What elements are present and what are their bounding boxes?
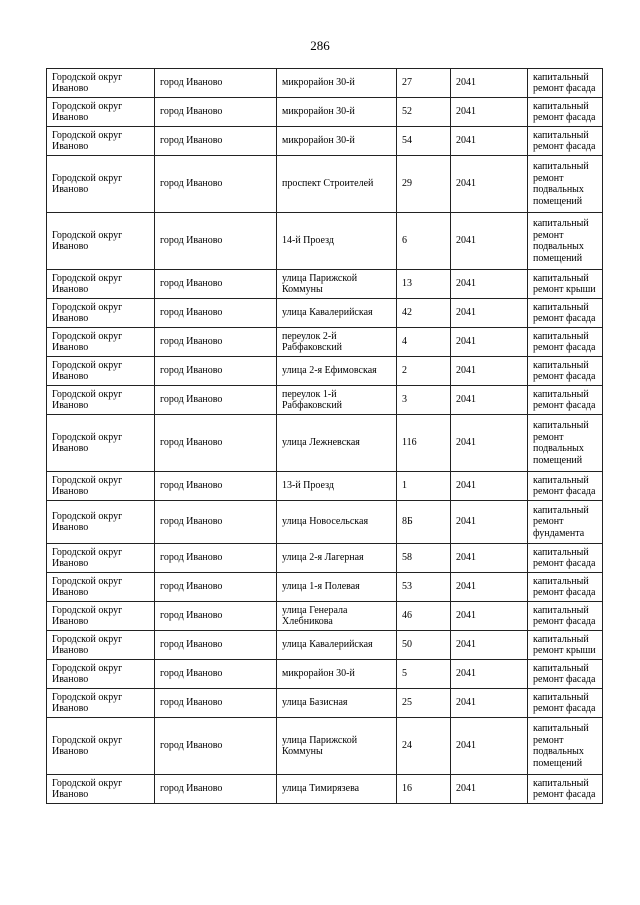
cell-locality: город Иваново <box>155 386 277 415</box>
cell-street: улица Тимирязева <box>277 775 397 804</box>
cell-house-number: 116 <box>397 415 451 472</box>
cell-work-type: капитальный ремонт фасада <box>528 602 603 631</box>
cell-locality: город Иваново <box>155 156 277 213</box>
cell-year: 2041 <box>451 213 528 270</box>
cell-locality: город Иваново <box>155 328 277 357</box>
cell-municipality: Городской округ Иваново <box>47 660 155 689</box>
cell-house-number: 1 <box>397 472 451 501</box>
cell-house-number: 8Б <box>397 501 451 544</box>
cell-municipality: Городской округ Иваново <box>47 127 155 156</box>
cell-municipality: Городской округ Иваново <box>47 299 155 328</box>
cell-year: 2041 <box>451 299 528 328</box>
cell-work-type: капитальный ремонт подвальных помещений <box>528 156 603 213</box>
cell-house-number: 6 <box>397 213 451 270</box>
cell-street: улица Парижской Коммуны <box>277 270 397 299</box>
cell-street: улица Лежневская <box>277 415 397 472</box>
table-row <box>47 98 603 127</box>
table-row <box>47 718 603 775</box>
cell-house-number: 4 <box>397 328 451 357</box>
cell-year: 2041 <box>451 357 528 386</box>
cell-work-type: капитальный ремонт фасада <box>528 775 603 804</box>
cell-street: улица 1-я Полевая <box>277 573 397 602</box>
cell-work-type: капитальный ремонт фасада <box>528 386 603 415</box>
cell-work-type: капитальный ремонт фасада <box>528 357 603 386</box>
table-row <box>47 156 603 213</box>
cell-house-number: 46 <box>397 602 451 631</box>
cell-work-type: капитальный ремонт крыши <box>528 270 603 299</box>
cell-year: 2041 <box>451 415 528 472</box>
cell-municipality: Городской округ Иваново <box>47 775 155 804</box>
table-row <box>47 270 603 299</box>
cell-year: 2041 <box>451 127 528 156</box>
cell-municipality: Городской округ Иваново <box>47 357 155 386</box>
cell-locality: город Иваново <box>155 299 277 328</box>
table-row <box>47 602 603 631</box>
table-row <box>47 660 603 689</box>
cell-municipality: Городской округ Иваново <box>47 544 155 573</box>
cell-street: микрорайон 30-й <box>277 98 397 127</box>
cell-municipality: Городской округ Иваново <box>47 98 155 127</box>
table-row <box>47 299 603 328</box>
cell-house-number: 54 <box>397 127 451 156</box>
cell-work-type: капитальный ремонт фасада <box>528 573 603 602</box>
cell-street: улица Кавалерийская <box>277 299 397 328</box>
cell-locality: город Иваново <box>155 544 277 573</box>
cell-locality: город Иваново <box>155 775 277 804</box>
table-row <box>47 573 603 602</box>
table-row <box>47 689 603 718</box>
cell-house-number: 53 <box>397 573 451 602</box>
cell-locality: город Иваново <box>155 98 277 127</box>
cell-street: улица 2-я Лагерная <box>277 544 397 573</box>
cell-street: переулок 1-й Рабфаковский <box>277 386 397 415</box>
cell-street: улица Кавалерийская <box>277 631 397 660</box>
cell-municipality: Городской округ Иваново <box>47 213 155 270</box>
cell-work-type: капитальный ремонт фасада <box>528 127 603 156</box>
cell-municipality: Городской округ Иваново <box>47 386 155 415</box>
cell-house-number: 25 <box>397 689 451 718</box>
cell-house-number: 5 <box>397 660 451 689</box>
cell-year: 2041 <box>451 501 528 544</box>
cell-locality: город Иваново <box>155 689 277 718</box>
cell-work-type: капитальный ремонт фасада <box>528 328 603 357</box>
cell-year: 2041 <box>451 573 528 602</box>
cell-house-number: 29 <box>397 156 451 213</box>
cell-street: 14-й Проезд <box>277 213 397 270</box>
cell-locality: город Иваново <box>155 69 277 98</box>
cell-street: 13-й Проезд <box>277 472 397 501</box>
table-row <box>47 69 603 98</box>
cell-municipality: Городской округ Иваново <box>47 270 155 299</box>
cell-year: 2041 <box>451 98 528 127</box>
cell-municipality: Городской округ Иваново <box>47 69 155 98</box>
cell-municipality: Городской округ Иваново <box>47 718 155 775</box>
cell-street: переулок 2-й Рабфаковский <box>277 328 397 357</box>
cell-municipality: Городской округ Иваново <box>47 501 155 544</box>
table-row <box>47 631 603 660</box>
cell-year: 2041 <box>451 689 528 718</box>
cell-year: 2041 <box>451 472 528 501</box>
cell-year: 2041 <box>451 328 528 357</box>
cell-street: улица Базисная <box>277 689 397 718</box>
cell-street: микрорайон 30-й <box>277 69 397 98</box>
cell-street: улица Генерала Хлебникова <box>277 602 397 631</box>
cell-locality: город Иваново <box>155 602 277 631</box>
cell-year: 2041 <box>451 544 528 573</box>
cell-locality: город Иваново <box>155 127 277 156</box>
repair-schedule-table <box>46 68 603 804</box>
cell-work-type: капитальный ремонт фасада <box>528 299 603 328</box>
cell-street: улица Парижской Коммуны <box>277 718 397 775</box>
table-row <box>47 544 603 573</box>
cell-work-type: капитальный ремонт фасада <box>528 472 603 501</box>
cell-municipality: Городской округ Иваново <box>47 156 155 213</box>
table-row <box>47 775 603 804</box>
cell-locality: город Иваново <box>155 472 277 501</box>
cell-work-type: капитальный ремонт подвальных помещений <box>528 415 603 472</box>
cell-house-number: 3 <box>397 386 451 415</box>
cell-house-number: 58 <box>397 544 451 573</box>
cell-year: 2041 <box>451 718 528 775</box>
cell-locality: город Иваново <box>155 718 277 775</box>
cell-street: улица Новосельская <box>277 501 397 544</box>
cell-locality: город Иваново <box>155 573 277 602</box>
cell-locality: город Иваново <box>155 415 277 472</box>
cell-locality: город Иваново <box>155 213 277 270</box>
cell-locality: город Иваново <box>155 270 277 299</box>
cell-work-type: капитальный ремонт фундамента <box>528 501 603 544</box>
cell-municipality: Городской округ Иваново <box>47 328 155 357</box>
cell-locality: город Иваново <box>155 501 277 544</box>
cell-municipality: Городской округ Иваново <box>47 602 155 631</box>
cell-year: 2041 <box>451 631 528 660</box>
cell-work-type: капитальный ремонт фасада <box>528 544 603 573</box>
cell-locality: город Иваново <box>155 660 277 689</box>
cell-house-number: 16 <box>397 775 451 804</box>
cell-year: 2041 <box>451 386 528 415</box>
table-row <box>47 501 603 544</box>
cell-year: 2041 <box>451 270 528 299</box>
table-row <box>47 386 603 415</box>
cell-house-number: 42 <box>397 299 451 328</box>
cell-work-type: капитальный ремонт крыши <box>528 631 603 660</box>
table-row <box>47 357 603 386</box>
cell-house-number: 13 <box>397 270 451 299</box>
cell-street: микрорайон 30-й <box>277 660 397 689</box>
cell-house-number: 50 <box>397 631 451 660</box>
table-row <box>47 472 603 501</box>
cell-municipality: Городской округ Иваново <box>47 631 155 660</box>
cell-locality: город Иваново <box>155 357 277 386</box>
cell-house-number: 27 <box>397 69 451 98</box>
cell-work-type: капитальный ремонт фасада <box>528 98 603 127</box>
cell-municipality: Городской округ Иваново <box>47 415 155 472</box>
cell-work-type: капитальный ремонт фасада <box>528 689 603 718</box>
cell-work-type: капитальный ремонт фасада <box>528 660 603 689</box>
table-row <box>47 415 603 472</box>
cell-work-type: капитальный ремонт фасада <box>528 69 603 98</box>
cell-municipality: Городской округ Иваново <box>47 472 155 501</box>
cell-street: улица 2-я Ефимовская <box>277 357 397 386</box>
cell-year: 2041 <box>451 69 528 98</box>
cell-municipality: Городской округ Иваново <box>47 573 155 602</box>
cell-year: 2041 <box>451 775 528 804</box>
table-row <box>47 328 603 357</box>
table-row <box>47 213 603 270</box>
table-row <box>47 127 603 156</box>
cell-street: проспект Строителей <box>277 156 397 213</box>
cell-year: 2041 <box>451 156 528 213</box>
page-number: 286 <box>310 38 330 53</box>
cell-house-number: 52 <box>397 98 451 127</box>
cell-year: 2041 <box>451 602 528 631</box>
cell-work-type: капитальный ремонт подвальных помещений <box>528 213 603 270</box>
cell-house-number: 2 <box>397 357 451 386</box>
cell-locality: город Иваново <box>155 631 277 660</box>
cell-year: 2041 <box>451 660 528 689</box>
cell-work-type: капитальный ремонт подвальных помещений <box>528 718 603 775</box>
cell-house-number: 24 <box>397 718 451 775</box>
cell-street: микрорайон 30-й <box>277 127 397 156</box>
cell-municipality: Городской округ Иваново <box>47 689 155 718</box>
